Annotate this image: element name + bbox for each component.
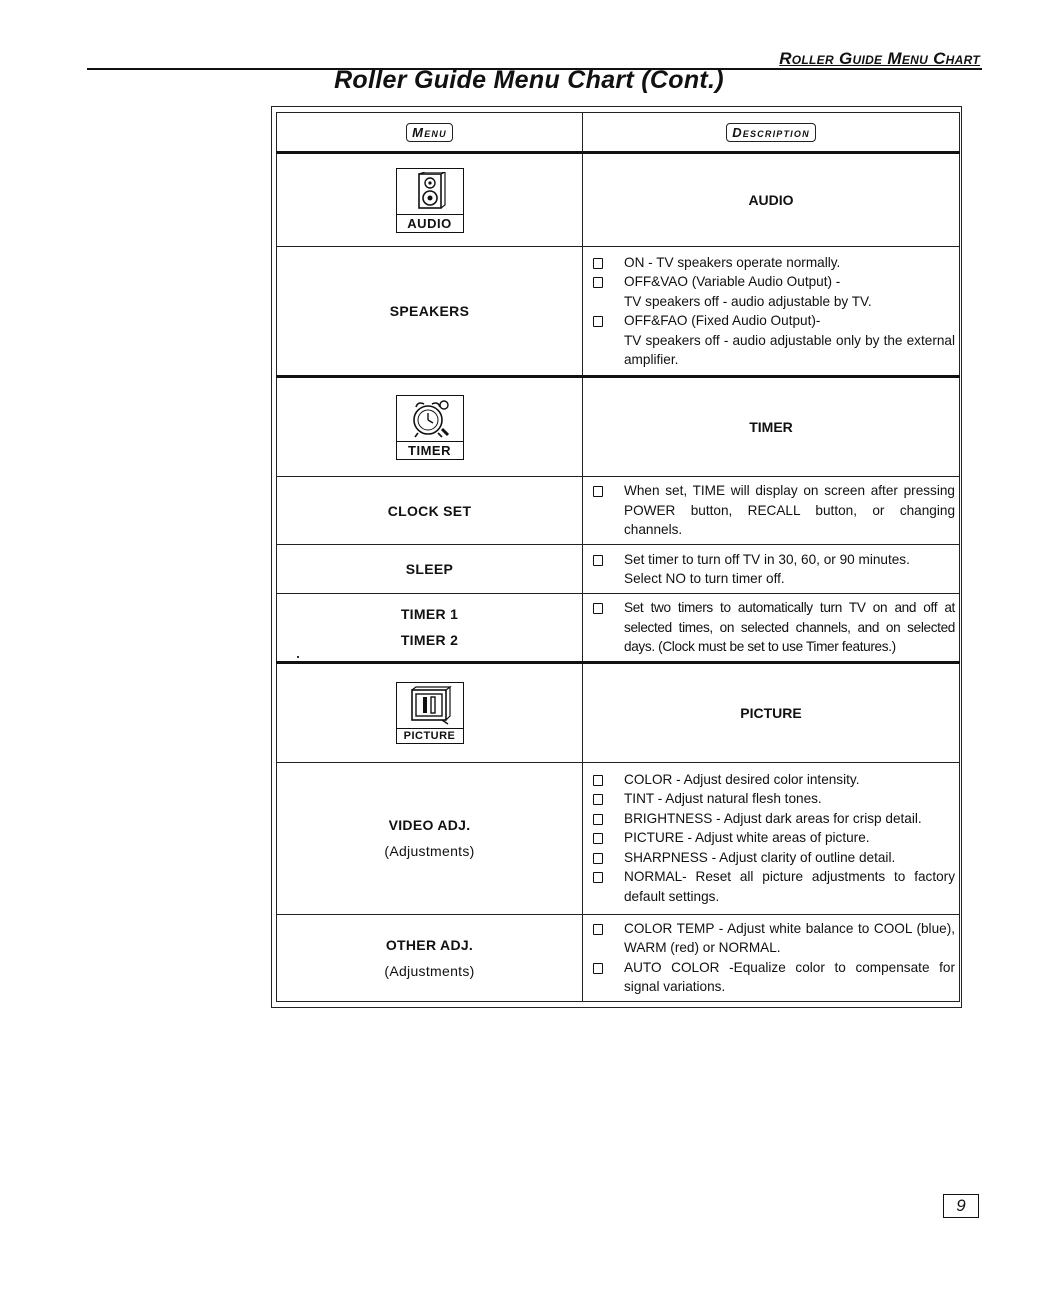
- sleep-menu: SLEEP: [277, 545, 583, 594]
- audio-icon-cell: [277, 153, 583, 247]
- timers-menu: [277, 594, 583, 663]
- list-item: ON - TV speakers operate normally.: [591, 253, 955, 273]
- speakers-row: [277, 247, 960, 377]
- list-item: COLOR TEMP - Adjust white balance to COOL (blue), WARM (red) or NORMAL.: [591, 919, 955, 958]
- speakers-description: [583, 247, 960, 377]
- picture-section-row: [277, 662, 960, 762]
- audio-icon-caption: AUDIO: [397, 214, 463, 232]
- picture-tv-icon: [408, 686, 452, 726]
- list-item: AUTO COLOR -Equalize color to compensate for signal variations.: [591, 958, 955, 997]
- other-adj-row: [277, 914, 960, 1001]
- timers-row: [277, 594, 960, 663]
- list-item: Set two timers to automatically turn TV on and off at selected times, on selected channels, and on selected days. (Clock must be set to use Timer features.): [591, 598, 955, 657]
- audio-section-row: [277, 153, 960, 247]
- page-number: 9: [943, 1194, 979, 1218]
- timer-section-row: [277, 377, 960, 477]
- speakers-menu: SPEAKERS: [277, 247, 583, 377]
- video-adj-description: [583, 762, 960, 914]
- checkbox-bullet-icon: [593, 775, 603, 786]
- roller-guide-menu-table: [276, 112, 960, 1002]
- other-adj-label: OTHER ADJ.: [385, 936, 474, 953]
- video-adj-row: [277, 762, 960, 914]
- video-adj-menu: [277, 762, 583, 914]
- checkbox-bullet-icon: [593, 963, 603, 974]
- checkbox-bullet-icon: [593, 277, 603, 288]
- section-title: Roller Guide Menu Chart: [779, 49, 980, 68]
- list-item-continuation: TV speakers off - audio adjustable only by the external amplifier.: [624, 332, 955, 367]
- list-item: BRIGHTNESS - Adjust dark areas for crisp detail.: [591, 809, 955, 829]
- checkbox-bullet-icon: [593, 814, 603, 825]
- list-item: PICTURE - Adjust white areas of picture.: [591, 828, 955, 848]
- clock-set-row: [277, 477, 960, 545]
- timers-description: [583, 594, 960, 663]
- sleep-row: [277, 545, 960, 594]
- timer-2-label: TIMER 2: [400, 632, 459, 649]
- list-item: Set timer to turn off TV in 30, 60, or 90 minutes.: [591, 550, 955, 570]
- checkbox-bullet-icon: [593, 924, 603, 935]
- col-header-menu: Menu: [277, 113, 583, 153]
- list-item: SHARPNESS - Adjust clarity of outline detail.: [591, 848, 955, 868]
- list-item: TINT - Adjust natural flesh tones.: [591, 789, 955, 809]
- list-item: OFF&VAO (Variable Audio Output) -: [591, 272, 955, 292]
- video-adj-sub: (Adjustments): [384, 843, 475, 859]
- other-adj-sub: (Adjustments): [384, 962, 475, 979]
- list-item: OFF&FAO (Fixed Audio Output)-: [591, 311, 955, 331]
- other-adj-menu: [277, 914, 583, 1001]
- picture-title: PICTURE: [583, 662, 960, 762]
- checkbox-bullet-icon: [593, 603, 603, 614]
- checkbox-bullet-icon: [593, 316, 603, 327]
- picture-icon-caption: PICTURE: [397, 728, 463, 743]
- col-header-description: Description: [583, 113, 960, 153]
- picture-icon-box: [396, 682, 464, 744]
- timer-icon-caption: TIMER: [397, 441, 463, 459]
- table-header-row: [277, 113, 960, 153]
- audio-icon-box: [396, 168, 464, 233]
- list-item-continuation: Select NO to turn timer off.: [624, 571, 785, 586]
- list-item: When set, TIME will display on screen after pressing POWER button, RECALL button, or changing channels.: [591, 481, 955, 540]
- list-item-continuation: TV speakers off - audio adjustable by TV.: [624, 293, 872, 309]
- other-adj-description: [583, 914, 960, 1001]
- audio-speaker-icon: [409, 172, 451, 212]
- scan-artifact-dot: [297, 656, 299, 658]
- list-item: COLOR - Adjust desired color intensity.: [591, 770, 955, 790]
- clock-set-menu: CLOCK SET: [277, 477, 583, 545]
- checkbox-bullet-icon: [593, 555, 603, 566]
- timer-1-label: TIMER 1: [400, 606, 459, 623]
- timer-alarm-clock-icon: [406, 399, 454, 439]
- audio-title: AUDIO: [583, 153, 960, 247]
- video-adj-label: VIDEO ADJ.: [388, 817, 471, 833]
- page-title: Roller Guide Menu Chart (Cont.): [334, 66, 724, 94]
- list-item: NORMAL- Reset all picture adjustments to factory default settings.: [591, 867, 955, 906]
- clock-set-description: [583, 477, 960, 545]
- sleep-description: [583, 545, 960, 594]
- picture-icon-cell: [277, 662, 583, 762]
- checkbox-bullet-icon: [593, 258, 603, 269]
- checkbox-bullet-icon: [593, 853, 603, 864]
- checkbox-bullet-icon: [593, 872, 603, 883]
- checkbox-bullet-icon: [593, 833, 603, 844]
- timer-icon-cell: [277, 377, 583, 477]
- timer-title: TIMER: [583, 377, 960, 477]
- timer-icon-box: [396, 395, 464, 460]
- checkbox-bullet-icon: [593, 794, 603, 805]
- checkbox-bullet-icon: [593, 486, 603, 497]
